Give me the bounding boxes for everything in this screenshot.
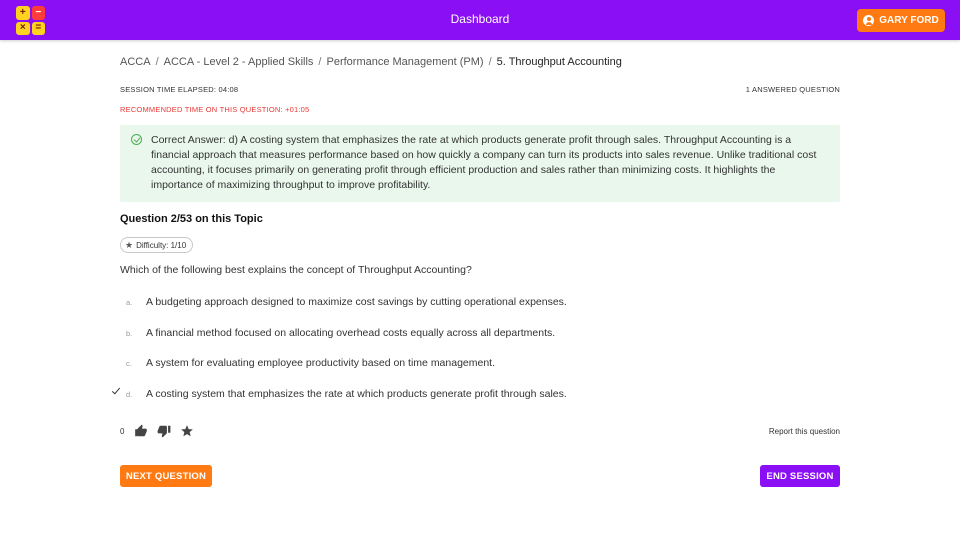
breadcrumb-item-acca[interactable]: ACCA: [120, 56, 151, 68]
option-letter: d.: [126, 389, 133, 399]
option-letter: c.: [126, 358, 132, 368]
selected-checkmark-icon: [112, 389, 120, 395]
question-title: Question 2/53 on this Topic: [120, 213, 263, 225]
vote-count: 0: [120, 427, 125, 436]
answer-option-b[interactable]: [120, 325, 555, 341]
next-question-button[interactable]: NEXT QUESTION: [120, 465, 212, 487]
breadcrumb-separator: /: [318, 56, 322, 68]
answer-option-c[interactable]: [120, 355, 495, 371]
option-text: A budgeting approach designed to maximize cost savings by cutting operational expenses.: [146, 296, 567, 308]
answer-option-a[interactable]: [120, 294, 567, 310]
breadcrumb-item-level[interactable]: ACCA - Level 2 - Applied Skills: [163, 56, 314, 68]
breadcrumb-item-subject[interactable]: Performance Management (PM): [326, 56, 484, 68]
thumbs-up-icon[interactable]: [134, 424, 148, 438]
session-time-elapsed: SESSION TIME ELAPSED: 04:08: [120, 85, 239, 94]
breadcrumb-separator: /: [488, 56, 492, 68]
recommended-time: RECOMMENDED TIME ON THIS QUESTION: +01:05: [120, 105, 310, 114]
logo-plus: +: [16, 6, 30, 20]
top-navigation-bar: [0, 0, 960, 40]
difficulty-badge: [120, 237, 193, 253]
thumbs-down-icon[interactable]: [157, 424, 171, 438]
user-name: GARY FORD: [879, 15, 939, 26]
option-text: A costing system that emphasizes the rate at which products generate profit through sales.: [146, 388, 567, 400]
report-question-link[interactable]: Report this question: [768, 427, 840, 436]
breadcrumb-item-topic: 5. Throughput Accounting: [496, 56, 622, 68]
question-text: Which of the following best explains the concept of Throughput Accounting?: [120, 264, 472, 276]
breadcrumb: [120, 56, 622, 68]
option-letter: a.: [126, 297, 133, 307]
logo-equals: =: [32, 22, 46, 36]
option-text: A financial method focused on allocating overhead costs equally across all departments.: [146, 327, 556, 339]
breadcrumb-separator: /: [155, 56, 159, 68]
answered-count: 1 ANSWERED QUESTION: [745, 85, 840, 94]
option-text: A system for evaluating employee productivity based on time management.: [146, 357, 496, 369]
star-icon: ★: [125, 239, 134, 250]
logo-minus: −: [32, 6, 46, 20]
correct-answer-explanation: Correct Answer: d) A costing system that emphasizes the rate at which products generate profit through sales. Throughput Accounting is a financial approach that measures performance based on how quickly a company can turn its products into sales revenue. Unlike traditional cost accounting, it focuses primarily on generating profit through efficient production and sales rather than minimizing costs. It highlights the importance of maximizing throughput to improve profitability.: [151, 134, 817, 191]
correct-answer-panel: [120, 125, 840, 202]
favorite-star-icon[interactable]: [180, 424, 194, 438]
difficulty-label: Difficulty: 1/10: [136, 240, 187, 250]
check-circle-icon: [131, 134, 142, 145]
user-menu-button[interactable]: [857, 9, 945, 32]
logo-times: ×: [16, 22, 30, 36]
answer-option-d[interactable]: [120, 386, 567, 402]
user-account-icon: [863, 15, 874, 26]
option-letter: b.: [126, 328, 133, 338]
end-session-button[interactable]: END SESSION: [760, 465, 840, 487]
dashboard-link[interactable]: Dashboard: [450, 12, 510, 26]
